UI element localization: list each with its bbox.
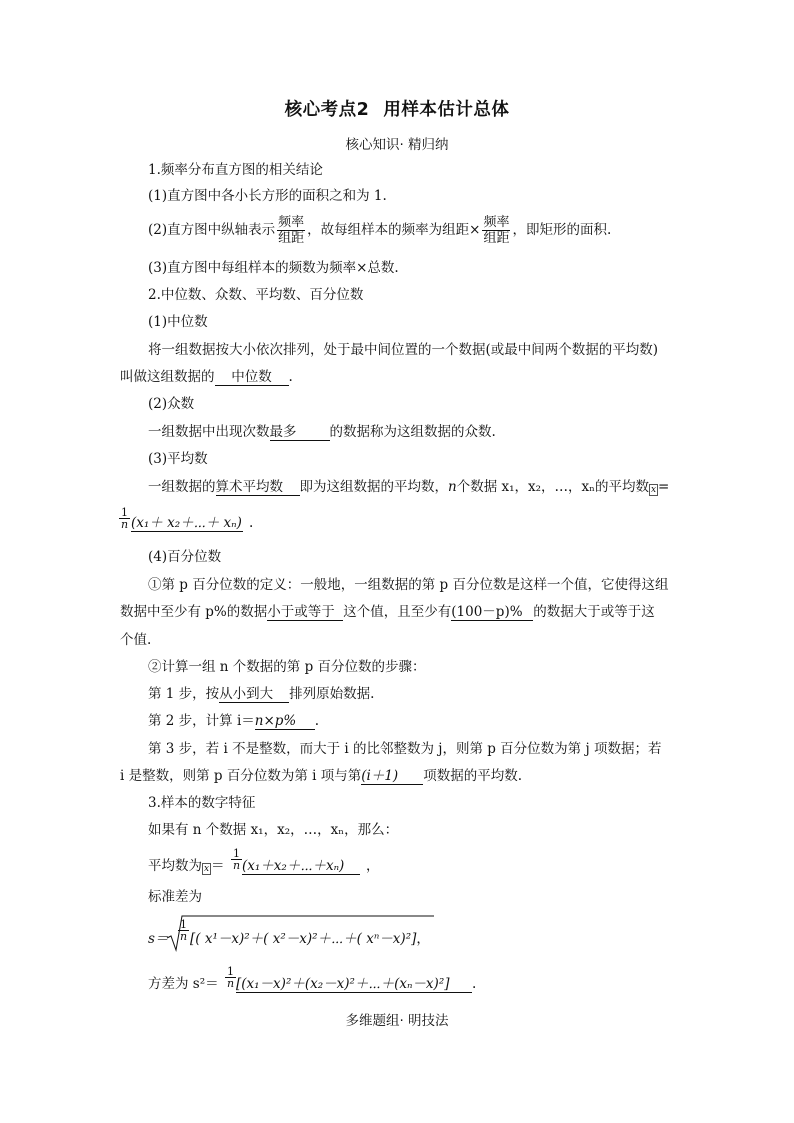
fraction-one-over-n-4: $\frac{1}{n}$ xyxy=(226,965,235,990)
blank-small-to-large: 从小到大 xyxy=(219,687,289,703)
blank-mean: 算术平均数 xyxy=(216,480,300,496)
fraction-freq-over-width-2: $\frac{\text{频率}}{\text{组距}}$ xyxy=(483,215,510,246)
sample-intro: 如果有 n 个数据 x₁，x₂，…，xₙ，那么： xyxy=(148,822,399,838)
section-subtitle-knowledge: 核心知识· 精归纳 xyxy=(345,137,449,153)
blank-n-times-p: n×p% xyxy=(255,714,315,730)
heading-percentile: (4)百分位数 xyxy=(148,549,222,565)
percentile-def-3: 个值. xyxy=(120,632,152,648)
fraction-one-over-n-2: $\frac{1}{n}$ xyxy=(232,847,241,872)
blank-median: 中位数 xyxy=(215,370,289,386)
sd-formula: [( x¹－x)²＋( x²－x)²＋⋯＋( xⁿ－x)²]， xyxy=(190,931,430,947)
fraction-one-over-n-3: $\frac{1}{n}$ xyxy=(179,918,188,943)
median-text-2: 叫做这组数据的 中位数 . xyxy=(120,369,293,385)
sample-mean-formula: (x₁＋x₂＋⋯＋xₙ) ， xyxy=(242,858,380,874)
title-part1: 核心考点2 xyxy=(284,100,370,120)
heading-mean: (3)平均数 xyxy=(148,451,208,467)
percentile-step-1: 第 1 步，按从小到大 排列原始数据. xyxy=(148,686,375,702)
mode-text: 一组数据中出现次数最多 的数据称为这组数据的众数. xyxy=(148,424,496,440)
median-text-1: 将一组数据按大小依次排列，处于最中间位置的一个数据(或最中间两个数据的平均数) xyxy=(148,342,659,358)
xbar-symbol: x xyxy=(650,485,657,495)
page-title xyxy=(0,96,794,121)
fraction-one-over-n: $\frac{1}{n}$ xyxy=(120,506,129,531)
percentile-def-1: ①第 p 百分位数的定义：一般地，一组数据的第 p 百分位数是这样一个值，它使得这组 xyxy=(148,577,669,593)
heading-sample-features: 3.样本的数字特征 xyxy=(148,795,256,811)
percentile-step-2: 第 2 步，计算 i＝n×p% . xyxy=(148,713,320,729)
sample-mean-label: 平均数为 x ＝ xyxy=(148,858,225,874)
percentile-step-3b: i 是整数，则第 p 百分位数为第 i 项与第(i＋1) 项数据的平均数. xyxy=(120,768,523,784)
sd-heading: 标准差为 xyxy=(148,889,202,905)
heading-mode: (2)众数 xyxy=(148,396,195,412)
histogram-point-1: (1)直方图中各小长方形的面积之和为 1. xyxy=(148,188,387,204)
histogram-point-2: (2)直方图中纵轴表示 $\frac{\text{频率}}{\text{组距}}$ ，故每组样本的频率为组距× $\frac{\text{频率}}{\text{组距}}$ ，即矩形的面积. xyxy=(148,215,612,246)
blank-less-or-equal: 小于或等于 xyxy=(267,605,343,621)
percentile-step-3a: 第 3 步，若 i 不是整数，而大于 i 的比邻整数为 j，则第 p 百分位数为第 j 项数据；若 xyxy=(148,741,662,757)
title-part2: 用样本估计总体 xyxy=(383,100,510,120)
mean-formula: (x₁＋ x₂＋⋯＋ xₙ) . xyxy=(131,515,254,531)
variance-formula: [(x₁－x)²＋(x₂－x)²＋⋯＋(xₙ－x)²] . xyxy=(236,976,477,992)
blank-mode: 最多 xyxy=(270,425,330,441)
sd-lhs: s＝ xyxy=(148,931,169,947)
section-subtitle-practice: 多维题组· 明技法 xyxy=(345,1013,449,1029)
heading-statistics: 2.中位数、众数、平均数、百分位数 xyxy=(148,287,364,303)
blank-i-plus-1: (i＋1) xyxy=(361,769,423,785)
percentile-def-2: 数据中至少有 p%的数据小于或等于 这个值，且至少有(100－p)% 的数据大于或等于这 xyxy=(120,604,655,620)
histogram-point-3: (3)直方图中每组样本的频数为频率×总数. xyxy=(148,260,399,276)
heading-median: (1)中位数 xyxy=(148,314,208,330)
mean-text: 一组数据的算术平均数 即为这组数据的平均数，n个数据 x₁，x₂，…，xₙ的平均数 x = xyxy=(148,479,670,495)
heading-histogram: 1.频率分布直方图的相关结论 xyxy=(148,162,323,178)
fraction-freq-over-width: $\frac{\text{频率}}{\text{组距}}$ xyxy=(278,215,305,246)
variance-label: 方差为 s²＝ xyxy=(148,976,219,992)
percentile-steps-heading: ②计算一组 n 个数据的第 p 百分位数的步骤： xyxy=(148,659,426,675)
blank-100-minus-p: (100－p)% xyxy=(451,605,533,621)
